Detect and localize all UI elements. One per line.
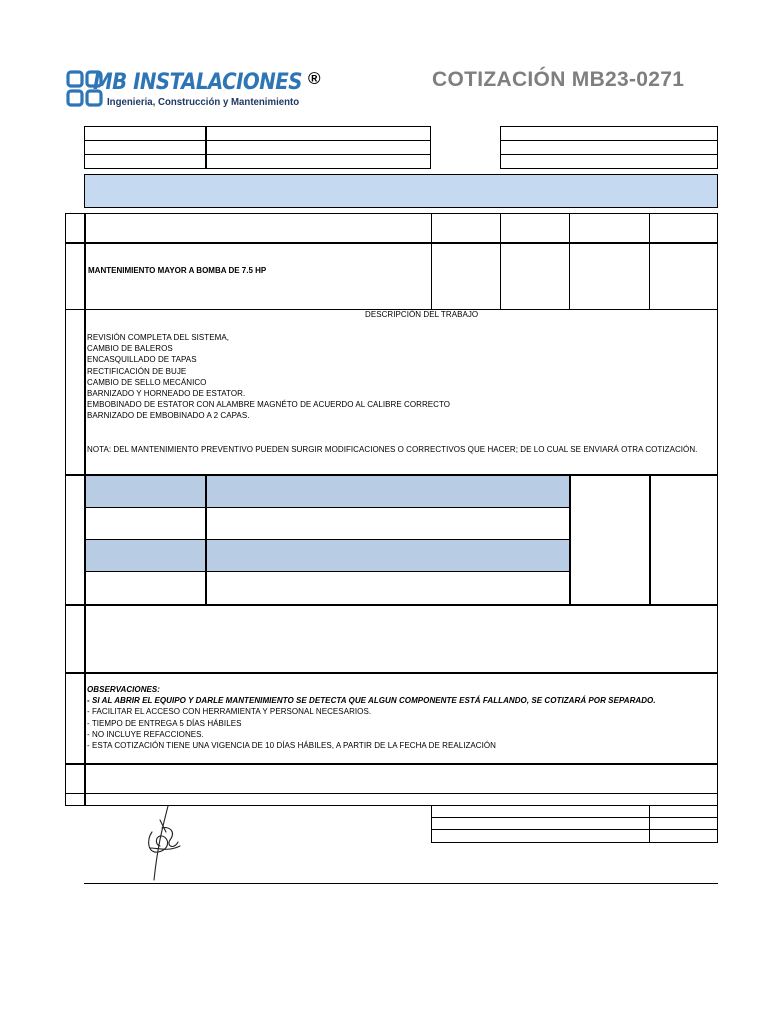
work-list — [87, 332, 687, 422]
work-note: NOTA: DEL MANTENIMIENTO PREVENTIVO PUEDEN SURGIR MODIFICACIONES O CORRECTIVOS QUE HACER; DE LO CUAL SE ENVIARÁ OTRA COTIZACIÓN. — [87, 445, 698, 454]
subgrid-cell — [85, 507, 206, 540]
company-logo — [66, 70, 302, 112]
work-heading: DESCRIPCIÓN DEL TRABAJO — [365, 310, 479, 319]
subgrid-cell — [206, 539, 570, 572]
subgrid-cell — [85, 475, 206, 508]
subgrid-cell — [85, 539, 206, 572]
observations — [87, 684, 715, 751]
subgrid-cell — [206, 507, 570, 540]
work-line: BARNIZADO Y HORNEADO DE ESTATOR. — [87, 389, 246, 399]
registered-mark: ® — [308, 69, 321, 88]
quote-title: COTIZACIÓN MB23-0271 — [432, 68, 685, 91]
signature-line — [84, 883, 718, 884]
brand-name: MB INSTALACIONES — [93, 70, 302, 95]
observation-line: - FACILITAR EL ACCESO CON HERRAMIENTA Y PERSONAL NECESARIOS. — [87, 707, 372, 717]
signature-image — [140, 802, 190, 882]
subgrid-cell — [206, 571, 570, 605]
work-line: BARNIZADO DE EMBOBINADO A 2 CAPAS. — [87, 411, 250, 421]
work-line: REVISIÓN COMPLETA DEL SISTEMA, — [87, 333, 229, 342]
observation-line: - NO INCLUYE REFACCIONES. — [87, 729, 204, 739]
work-line: ENCASQUILLADO DE TAPAS — [87, 355, 197, 365]
work-line: RECTIFICACIÓN DE BUJE — [87, 366, 187, 376]
subgrid-cell — [85, 571, 206, 605]
work-line: EMBOBINADO DE ESTATOR CON ALAMBRE MAGNÉTO DE ACUERDO AL CALIBRE CORRECTO — [87, 400, 451, 410]
header-band — [84, 174, 718, 208]
work-line: CAMBIO DE BALEROS — [87, 344, 173, 354]
brand-tagline: Ingenieria, Construcción y Mantenimiento — [107, 96, 300, 108]
observation-line: - TIEMPO DE ENTREGA 5 DÍAS HÁBILES — [87, 718, 242, 728]
item-description: MANTENIMIENTO MAYOR A BOMBA DE 7.5 HP — [88, 266, 267, 275]
subgrid-cell — [206, 475, 570, 508]
observations-heading: OBSERVACIONES: — [87, 685, 161, 694]
observation-line: - ESTA COTIZACIÓN TIENE UNA VIGENCIA DE 10 DÍAS HÁBILES, A PARTIR DE LA FECHA DE REALIZACIÓN — [87, 741, 497, 751]
work-line: CAMBIO DE SELLO MECÁNICO — [87, 377, 207, 387]
observations-bold-line: - SI AL ABRIR EL EQUIPO Y DARLE MANTENIMIENTO SE DETECTA QUE ALGUN COMPONENTE ESTÁ FALLANDO, SE COTIZARÁ POR SEPARADO. — [87, 696, 656, 706]
